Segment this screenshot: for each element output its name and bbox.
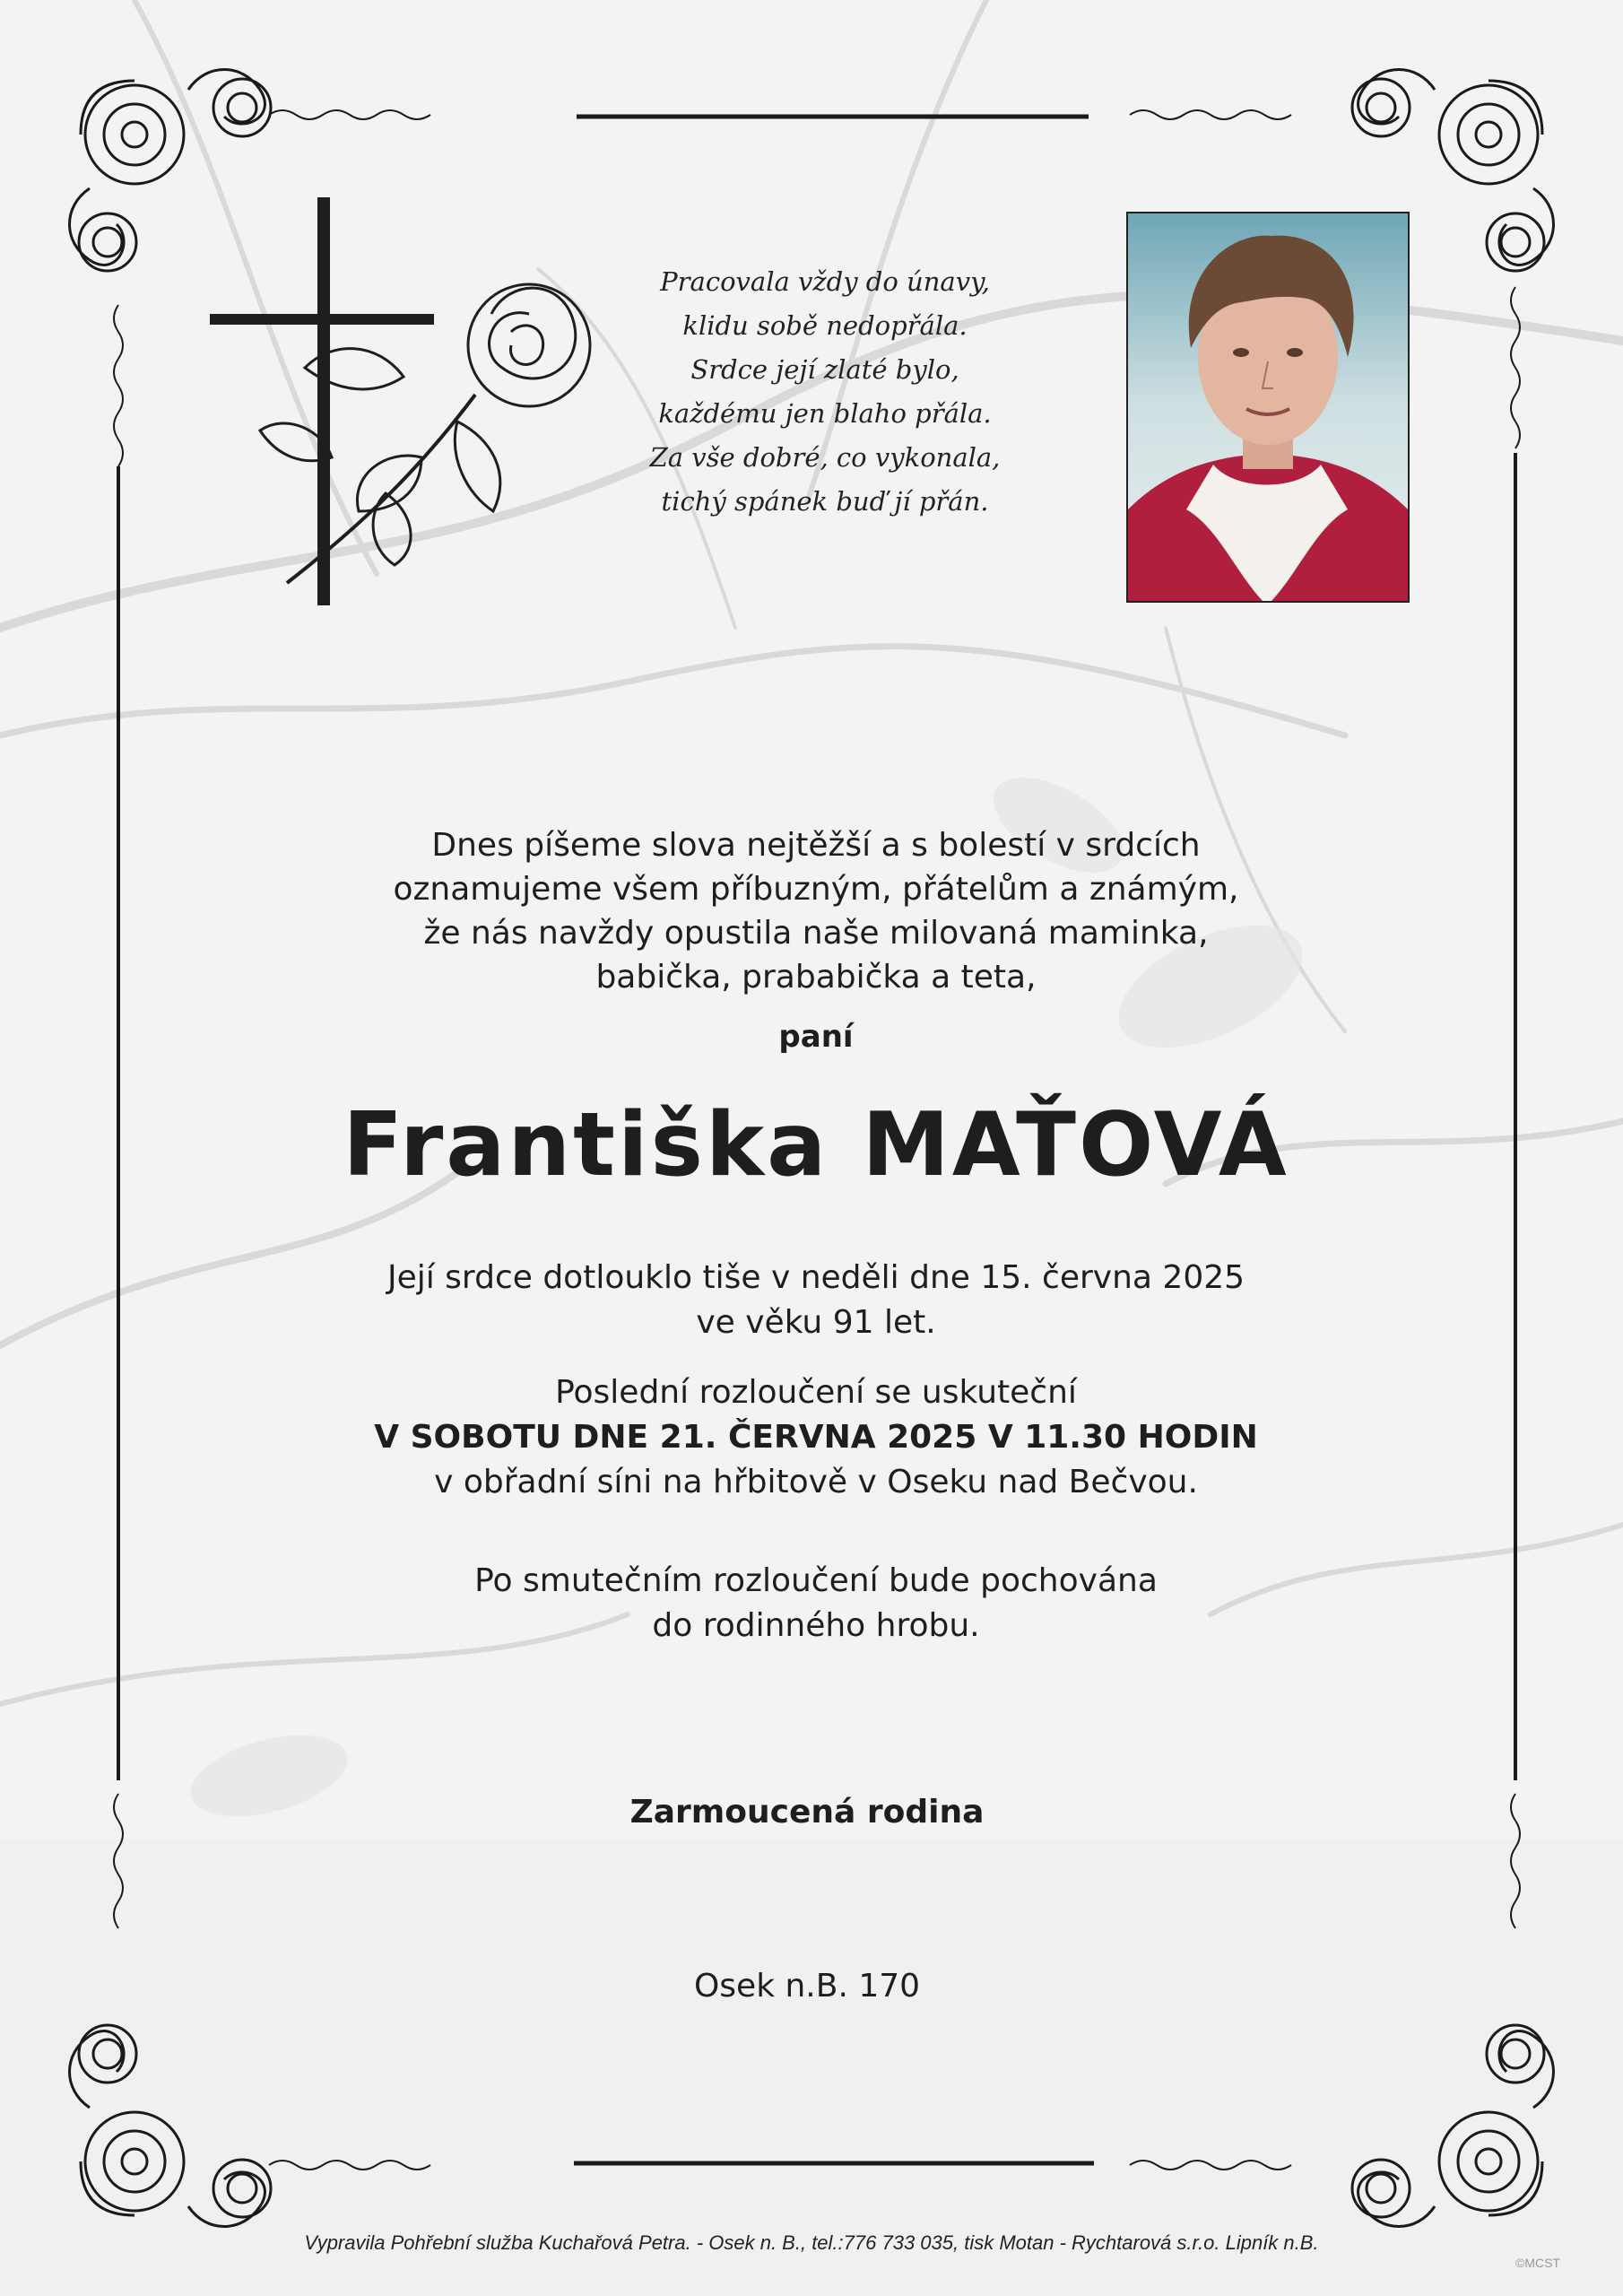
signoff: Zarmoucená rodina bbox=[629, 1794, 985, 1831]
farewell-intro: Poslední rozloučení se uskuteční bbox=[555, 1374, 1077, 1411]
cross-vertical bbox=[317, 197, 330, 605]
poem-line: Za vše dobré, co vykonala, bbox=[649, 442, 1001, 473]
memorial-poem bbox=[574, 260, 1076, 524]
poem-line: klidu sobě nedopřála. bbox=[682, 310, 968, 341]
announcement-line: Dnes píšeme slova nejtěžší a s bolestí v srdcích bbox=[431, 827, 1201, 864]
farewell-notice bbox=[233, 1370, 1399, 1505]
burial-notice bbox=[233, 1559, 1399, 1648]
corner-ornament-bottom-left bbox=[70, 2025, 272, 2227]
burial-line: do rodinného hrobu. bbox=[652, 1607, 980, 1644]
footer-credits: Vypravila Pohřební služba Kuchařová Petra. - Osek n. B., tel.:776 733 035, tisk Motan - Rychtarová s.r.o. Lipník n.B. bbox=[304, 2231, 1319, 2254]
death-line: ve věku 91 let. bbox=[696, 1304, 936, 1341]
announcement-text bbox=[269, 823, 1363, 999]
deceased-name: Františka MAŤOVÁ bbox=[343, 1094, 1289, 1196]
cross-horizontal bbox=[210, 314, 434, 325]
watermark: ©MCST bbox=[1515, 2256, 1560, 2270]
poem-line: každému jen blaho přála. bbox=[658, 398, 992, 429]
poem-line: tichý spánek buď jí přán. bbox=[661, 486, 989, 517]
portrait-illustration bbox=[1128, 213, 1408, 601]
address: Osek n.B. 170 bbox=[693, 1968, 921, 2005]
burial-line: Po smutečním rozloučení bude pochována bbox=[474, 1562, 1158, 1599]
death-line: Její srdce dotlouklo tiše v neděli dne 15. června 2025 bbox=[386, 1259, 1245, 1296]
announcement-line: oznamujeme všem příbuzným, přátelům a známým, bbox=[393, 871, 1239, 908]
cross-rose-icon bbox=[206, 197, 619, 628]
corner-ornament-bottom-right bbox=[1352, 2025, 1554, 2227]
honorific: paní bbox=[778, 1019, 854, 1055]
farewell-place: v obřadní síni na hřbitově v Oseku nad Bečvou. bbox=[434, 1464, 1198, 1500]
poem-line: Srdce její zlaté bylo, bbox=[690, 354, 959, 385]
announcement-line: babička, prababička a teta, bbox=[595, 959, 1037, 996]
poem-line: Pracovala vždy do únavy, bbox=[660, 266, 990, 297]
death-notice bbox=[233, 1256, 1399, 1345]
portrait-photo bbox=[1126, 212, 1410, 603]
farewell-datetime: V SOBOTU DNE 21. ČERVNA 2025 V 11.30 HODIN bbox=[374, 1419, 1258, 1456]
announcement-line: že nás navždy opustila naše milovaná maminka, bbox=[423, 915, 1209, 952]
